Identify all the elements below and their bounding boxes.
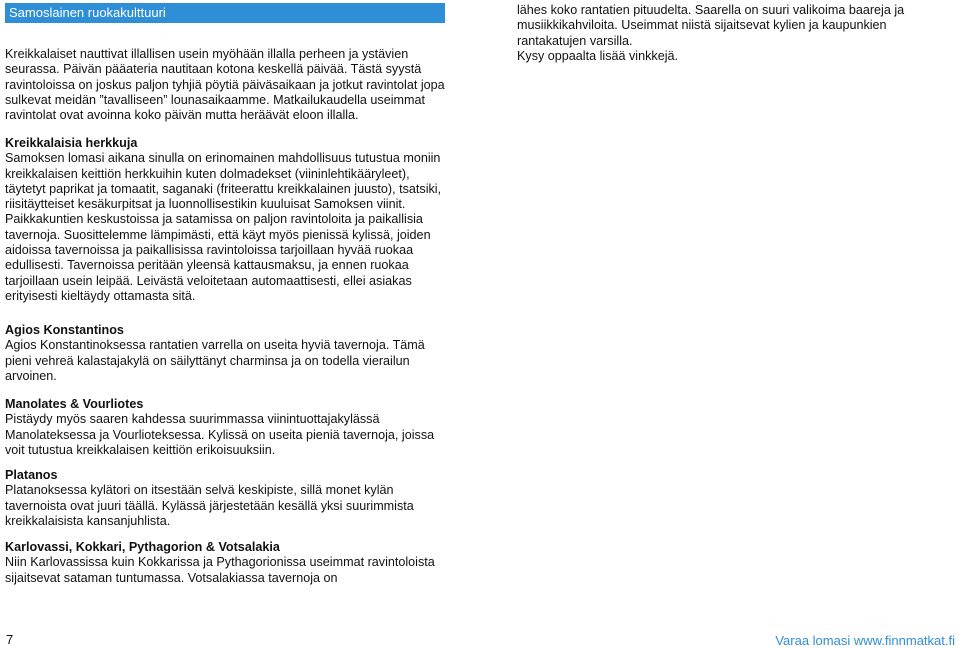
block-heading: Kreikkalaisia herkkuja bbox=[5, 136, 138, 150]
block-heading: Karlovassi, Kokkari, Pythagorion & Votsalakia bbox=[5, 540, 280, 554]
block-kreikkalaisia-herkkuja bbox=[5, 136, 445, 304]
block-paragraph: Samoksen lomasi aikana sinulla on erinomainen mahdollisuus tutustua moniin kreikkalaisen keittiön herkkuihin kuten dolmadekset (viininlehtikääryleet), täytetyt paprikat ja tomaatit, saganaki (friteerattu kreikkalainen juusto), tsatsiki, riisitäytteiset kesäkurpitsat ja luonnollisestikin kuuluisat Samoksen viinit. bbox=[5, 151, 442, 212]
block-heading: Platanos bbox=[5, 468, 58, 482]
left-column bbox=[5, 3, 445, 123]
block-paragraph: Pistäydy myös saaren kahdessa suurimmassa viinintuottajakylässä Manolateksessa ja Vourlioteksessa. Kylissä on useita pieniä tavernoja, joissa voit tutustua kreikkalaisen keittiön erikoisuuksiin. bbox=[5, 412, 435, 457]
block-karlovassi bbox=[5, 540, 445, 586]
block-paragraph: Paikkakuntien keskustoissa ja satamissa on paljon ravintoloita ja paikallisia tavernoja. Suosittelemme lämpimästi, että käyt myös pienissä kylissä, joiden aidoissa tavernoissa ja paikallisissa ravintoloissa tarjoillaan hyvää ruokaa edullisesti. Tavernoissa peritään yleensä kattausmaksu, ja ennen ruokaa tarjoillaan usein leipää. Leivästä veloitetaan automaattisesti, ellei asiakas erityisesti kieltäydy ottamasta sitä. bbox=[5, 212, 431, 303]
footer-link[interactable]: Varaa lomasi www.finnmatkat.fi bbox=[775, 633, 955, 648]
block-heading: Manolates & Vourliotes bbox=[5, 397, 144, 411]
block-heading: Agios Konstantinos bbox=[5, 323, 124, 337]
intro-paragraph: Kreikkalaiset nauttivat illallisen usein myöhään illalla perheen ja ystävien seurassa. Päivän pääateria nautitaan kotona keskellä päivää. Tästä syystä ravintoloissa on joskus paljon tyhjiä pöytiä päiväsaikaan ja jotkut ravintolat jopa sulkevat meidän ”tavalliseen” lounasaikaamme. Matkailukaudella useimmat ravintolat ovat avoinna koko päivän mutta heräävät eloon illalla. bbox=[5, 47, 445, 123]
page-number: 7 bbox=[6, 632, 14, 647]
right-column bbox=[517, 3, 957, 64]
block-platanos bbox=[5, 468, 445, 529]
section-title-bar: Samoslainen ruokakulttuuri bbox=[5, 3, 445, 23]
block-paragraph: Niin Karlovassissa kuin Kokkarissa ja Pythagorionissa useimmat ravintoloista sijaitsevat sataman tuntumassa. Votsalakiassa tavernoja on bbox=[5, 555, 435, 585]
right-paragraph: lähes koko rantatien pituudelta. Saarella on suuri valikoima baareja ja musiikkikahviloita. Useimmat niistä sijaitsevat kylien ja kaupunkien rantakatujen varsilla. bbox=[517, 3, 905, 48]
right-closing: Kysy oppaalta lisää vinkkejä. bbox=[517, 48, 679, 63]
block-paragraph: Agios Konstantinoksessa rantatien varrella on useita hyviä tavernoja. Tämä pieni vehreä kalastajakylä on säilyttänyt charminsa ja on todella vierailun arvoinen. bbox=[5, 338, 425, 383]
block-paragraph: Platanoksessa kylätori on itsestään selvä keskipiste, sillä monet kylän tavernoista ovat juuri täällä. Kylässä järjestetään kesällä yksi suurimmista kreikkalaisista kansanjuhlista. bbox=[5, 483, 414, 528]
block-manolates-vourliotes bbox=[5, 397, 445, 458]
block-agios-konstantinos bbox=[5, 323, 445, 384]
